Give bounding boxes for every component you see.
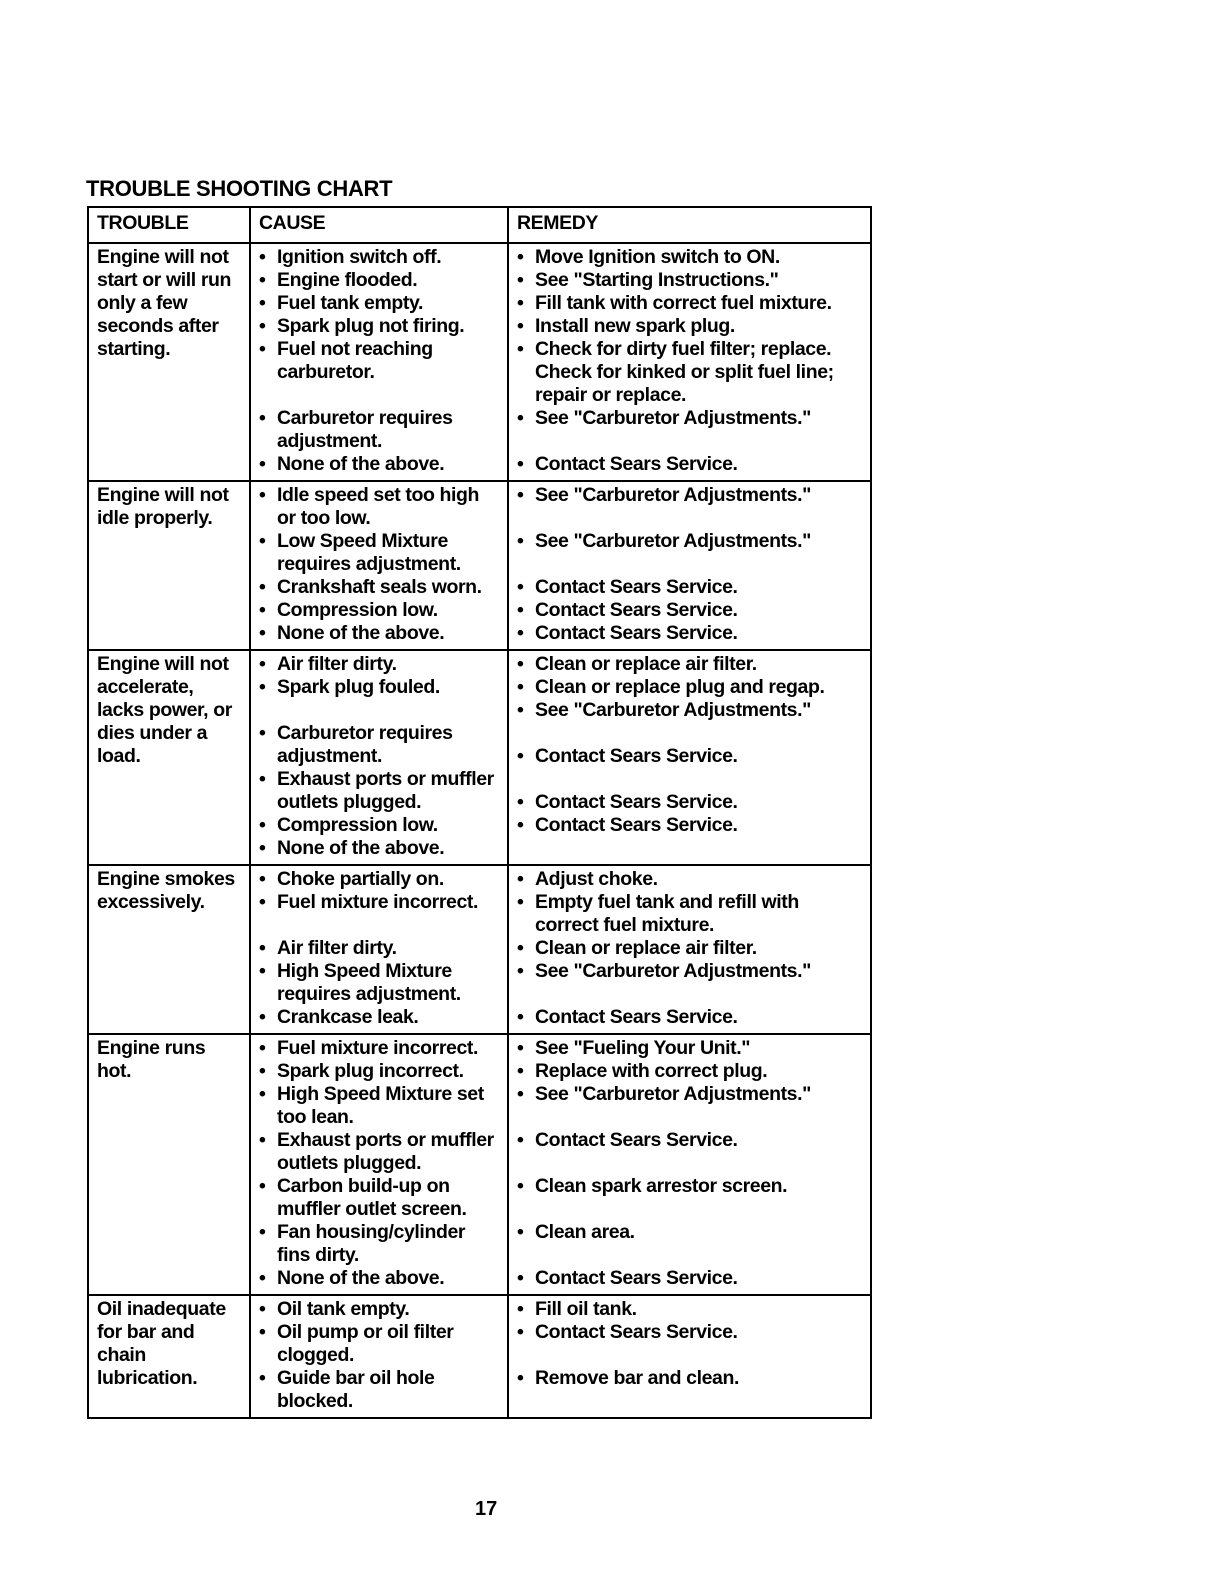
cause-item (259, 1175, 501, 1221)
remedy-cell (508, 1295, 871, 1418)
remedy-item (517, 1298, 864, 1321)
remedy-item (517, 269, 864, 292)
remedy-item (517, 868, 864, 891)
remedy-text: • See "Carburetor Adjustments." (517, 484, 864, 507)
cause-item (259, 599, 501, 622)
remedy-text: • Clean or replace air filter. (517, 937, 864, 960)
remedy-item (517, 791, 864, 814)
cause-text: • Fuel tank empty. (259, 292, 501, 315)
remedy-item (517, 1060, 864, 1083)
remedy-text: • Clean or replace air filter. (517, 653, 864, 676)
remedy-item (517, 453, 864, 476)
cause-list (259, 868, 501, 1029)
cause-text: • Air filter dirty. (259, 937, 501, 960)
cause-text: • Fuel mixture incorrect. (259, 891, 501, 914)
table-row (88, 865, 871, 1034)
cause-item (259, 246, 501, 269)
cause-text: • Idle speed set too high or too low. (259, 484, 501, 530)
remedy-item (517, 1006, 864, 1029)
cause-item (259, 814, 501, 837)
remedy-item (517, 1083, 864, 1129)
remedy-item (517, 937, 864, 960)
cause-item (259, 891, 501, 937)
cause-cell (250, 1034, 508, 1295)
cause-text: • High Speed Mixture requires adjustment. (259, 960, 501, 1006)
cause-text: • High Speed Mixture set too lean. (259, 1083, 501, 1129)
remedy-text: • Contact Sears Service. (517, 1129, 864, 1152)
cause-text: • Carbon build-up on muffler outlet screen. (259, 1175, 501, 1221)
cause-cell (250, 865, 508, 1034)
cause-text: • Engine flooded. (259, 269, 501, 292)
trouble-shooting-table (87, 206, 872, 1419)
cause-text: • Spark plug fouled. (259, 676, 501, 699)
remedy-text: • See "Starting Instructions." (517, 269, 864, 292)
cause-text: • Fuel mixture incorrect. (259, 1037, 501, 1060)
remedy-list (517, 246, 864, 476)
cause-list (259, 484, 501, 645)
cause-item (259, 937, 501, 960)
table-row (88, 243, 871, 481)
remedy-list (517, 1298, 864, 1390)
remedy-item (517, 891, 864, 937)
cause-item (259, 722, 501, 768)
cause-text: • Spark plug not firing. (259, 315, 501, 338)
header-remedy: REMEDY (508, 207, 871, 243)
cause-item (259, 530, 501, 576)
remedy-text: • Check for dirty fuel filter; replace. Check for kinked or split fuel line; repair or replace. (517, 338, 864, 407)
cause-text: • Crankcase leak. (259, 1006, 501, 1029)
remedy-cell (508, 481, 871, 650)
cause-item (259, 1037, 501, 1060)
remedy-item (517, 338, 864, 407)
remedy-item (517, 1037, 864, 1060)
cause-cell (250, 243, 508, 481)
cause-text: • Exhaust ports or muffler outlets plugged. (259, 768, 501, 814)
cause-text: • Fuel not reaching carburetor. (259, 338, 501, 384)
header-trouble: TROUBLE (88, 207, 250, 243)
table-row (88, 481, 871, 650)
page-number: 17 (475, 1498, 498, 1520)
table-row (88, 650, 871, 865)
trouble-cell: Engine runs hot. (88, 1034, 250, 1295)
cause-text: • Exhaust ports or muffler outlets plugged. (259, 1129, 501, 1175)
remedy-item (517, 599, 864, 622)
cause-text: • Compression low. (259, 814, 501, 837)
trouble-cell: Oil inadequate for bar and chain lubrication. (88, 1295, 250, 1418)
trouble-cell: Engine will not idle properly. (88, 481, 250, 650)
cause-list (259, 1037, 501, 1290)
remedy-text: • Contact Sears Service. (517, 1267, 864, 1290)
table-header (88, 207, 871, 243)
cause-item (259, 484, 501, 530)
remedy-item (517, 699, 864, 745)
cause-item (259, 576, 501, 599)
remedy-text: • Replace with correct plug. (517, 1060, 864, 1083)
cause-cell (250, 650, 508, 865)
trouble-cell: Engine smokes excessively. (88, 865, 250, 1034)
remedy-list (517, 868, 864, 1029)
remedy-cell (508, 865, 871, 1034)
remedy-text: • Remove bar and clean. (517, 1367, 864, 1390)
remedy-item (517, 1267, 864, 1290)
remedy-item (517, 246, 864, 269)
remedy-list (517, 653, 864, 837)
remedy-text: • Contact Sears Service. (517, 622, 864, 645)
cause-item (259, 1267, 501, 1290)
cause-text: • Guide bar oil hole blocked. (259, 1367, 501, 1413)
remedy-text: • Contact Sears Service. (517, 599, 864, 622)
table-row (88, 1295, 871, 1418)
cause-list (259, 246, 501, 476)
cause-item (259, 622, 501, 645)
header-cause: CAUSE (250, 207, 508, 243)
remedy-text: • Move Ignition switch to ON. (517, 246, 864, 269)
remedy-text: • Fill oil tank. (517, 1298, 864, 1321)
cause-item (259, 868, 501, 891)
remedy-text: • Fill tank with correct fuel mixture. (517, 292, 864, 315)
cause-text: • Crankshaft seals worn. (259, 576, 501, 599)
remedy-item (517, 1175, 864, 1221)
cause-item (259, 676, 501, 722)
remedy-text: • Install new spark plug. (517, 315, 864, 338)
cause-text: • Carburetor requires adjustment. (259, 722, 501, 768)
remedy-text: • Contact Sears Service. (517, 791, 864, 814)
remedy-list (517, 1037, 864, 1290)
cause-item (259, 1221, 501, 1267)
remedy-cell (508, 1034, 871, 1295)
remedy-item (517, 622, 864, 645)
cause-item (259, 1083, 501, 1129)
cause-text: • Ignition switch off. (259, 246, 501, 269)
cause-item (259, 960, 501, 1006)
remedy-text: • Contact Sears Service. (517, 576, 864, 599)
cause-text: • Compression low. (259, 599, 501, 622)
cause-text: • Air filter dirty. (259, 653, 501, 676)
cause-item (259, 1298, 501, 1321)
cause-text: • Spark plug incorrect. (259, 1060, 501, 1083)
cause-text: • Carburetor requires adjustment. (259, 407, 501, 453)
remedy-text: • Contact Sears Service. (517, 1006, 864, 1029)
remedy-text: • Adjust choke. (517, 868, 864, 891)
cause-item (259, 1129, 501, 1175)
remedy-item (517, 1129, 864, 1175)
remedy-text: • See "Fueling Your Unit." (517, 1037, 864, 1060)
cause-item (259, 1060, 501, 1083)
cause-item (259, 269, 501, 292)
remedy-text: • Clean or replace plug and regap. (517, 676, 864, 699)
cause-item (259, 837, 501, 860)
remedy-list (517, 484, 864, 645)
remedy-text: • Clean area. (517, 1221, 864, 1244)
cause-text: • Choke partially on. (259, 868, 501, 891)
cause-item (259, 1321, 501, 1367)
cause-item (259, 338, 501, 407)
cause-item (259, 768, 501, 814)
cause-text: • Oil pump or oil filter clogged. (259, 1321, 501, 1367)
remedy-item (517, 407, 864, 453)
cause-text: • None of the above. (259, 622, 501, 645)
remedy-item (517, 1221, 864, 1267)
cause-text: • Oil tank empty. (259, 1298, 501, 1321)
cause-item (259, 1367, 501, 1413)
trouble-cell: Engine will not start or will run only a few seconds after starting. (88, 243, 250, 481)
cause-cell (250, 481, 508, 650)
cause-text: • Low Speed Mixture requires adjustment. (259, 530, 501, 576)
remedy-item (517, 653, 864, 676)
trouble-cell: Engine will not accelerate, lacks power, or dies under a load. (88, 650, 250, 865)
remedy-item (517, 960, 864, 1006)
remedy-text: • Contact Sears Service. (517, 1321, 864, 1344)
cause-item (259, 315, 501, 338)
remedy-item (517, 1321, 864, 1367)
remedy-item (517, 292, 864, 315)
remedy-item (517, 745, 864, 791)
remedy-text: • See "Carburetor Adjustments." (517, 530, 864, 553)
header-row (88, 207, 871, 243)
remedy-item (517, 315, 864, 338)
remedy-item (517, 1367, 864, 1390)
table-row (88, 1034, 871, 1295)
table-body (88, 243, 871, 1418)
cause-text: • None of the above. (259, 1267, 501, 1290)
cause-item (259, 453, 501, 476)
remedy-text: • Clean spark arrestor screen. (517, 1175, 864, 1198)
remedy-item (517, 576, 864, 599)
cause-list (259, 1298, 501, 1413)
remedy-text: • See "Carburetor Adjustments." (517, 1083, 864, 1106)
cause-text: • None of the above. (259, 453, 501, 476)
remedy-item (517, 814, 864, 837)
cause-text: • Fan housing/cylinder fins dirty. (259, 1221, 501, 1267)
cause-list (259, 653, 501, 860)
remedy-cell (508, 243, 871, 481)
remedy-text: • See "Carburetor Adjustments." (517, 699, 864, 722)
cause-item (259, 407, 501, 453)
remedy-item (517, 484, 864, 530)
remedy-text: • Contact Sears Service. (517, 745, 864, 768)
cause-item (259, 292, 501, 315)
remedy-cell (508, 650, 871, 865)
remedy-text: • Contact Sears Service. (517, 453, 864, 476)
remedy-item (517, 676, 864, 699)
remedy-text: • Empty fuel tank and refill with correct fuel mixture. (517, 891, 864, 937)
cause-text: • None of the above. (259, 837, 501, 860)
remedy-text: • See "Carburetor Adjustments." (517, 407, 864, 430)
remedy-text: • See "Carburetor Adjustments." (517, 960, 864, 983)
cause-item (259, 653, 501, 676)
cause-cell (250, 1295, 508, 1418)
cause-item (259, 1006, 501, 1029)
page-title: TROUBLE SHOOTING CHART (86, 176, 393, 201)
remedy-text: • Contact Sears Service. (517, 814, 864, 837)
remedy-item (517, 530, 864, 576)
